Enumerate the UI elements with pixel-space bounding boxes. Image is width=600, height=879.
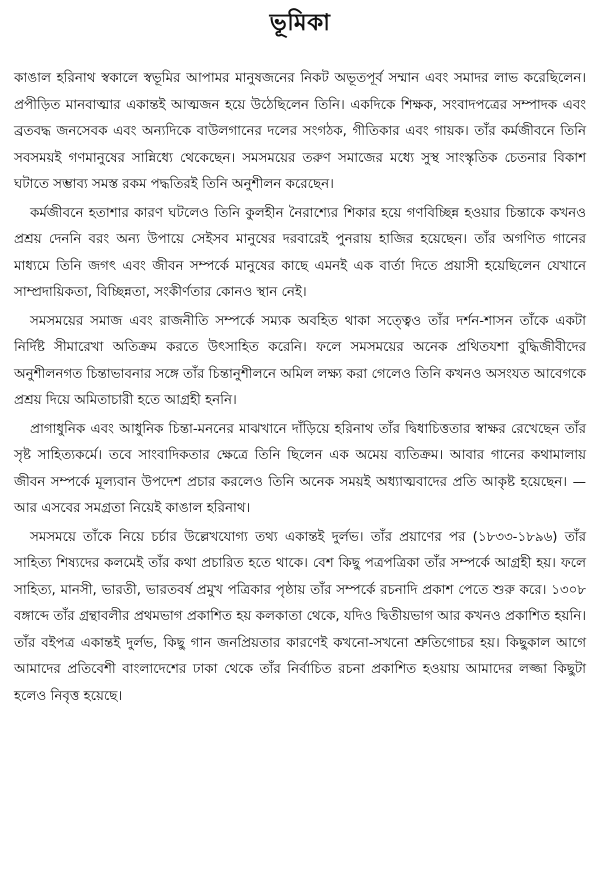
paragraph: সমসময়ের সমাজ এবং রাজনীতি সম্পর্কে সম্যক অবহিত থাকা সত্ত্বেও তাঁর দর্শন-শাসন তাঁকে একটা নির্দিষ্ট সীমারেখা অতিক্রম করতে উৎসাহিত করেনি। ফলে সমসময়ের অনেক প্রথিতযশা বুদ্ধিজীবীদের অনুশীলনগত চিন্তাভাবনার সঙ্গে তাঁর চিন্তানুশীলনে অমিল লক্ষ্য করা গেলেও তিনি কখনও অসংযত আবেগকে প্রশ্রয় দিয়ে অমিতাচারী হতে আগ্রহী হননি। — [14, 313, 586, 408]
paragraph: সমসময়ে তাঁকে নিয়ে চর্চার উল্লেখযোগ্য তথ্য একান্তই দুর্লভ। তাঁর প্রয়াণের পর (১৮৩৩-১৮৯৬) তাঁর সাহিত্য শিষ্যদের কলমেই তাঁর কথা প্রচারিত হতে থাকে। বেশ কিছু পত্রপত্রিকা তাঁর সম্পর্কে আগ্রহী হয়। ফলে সাহিত্য, মানসী, ভারতী, ভারতবর্ষ প্রমুখ পত্রিকার পৃষ্ঠায় তাঁর সম্পর্কে রচনাদি প্রকাশ পেতে শুরু করে। ১৩০৮ বঙ্গাব্দে তাঁর গ্রন্থাবলীর প্রথমভাগ প্রকাশিত হয় কলকাতা থেকে, যদিও দ্বিতীয়ভাগ আর কখনও প্রকাশিত হয়নি। তাঁর বইপত্র একান্তই দুর্লভ, কিছু গান জনপ্রিয়তার কারণেই কখনো-সখনো শ্রুতিগোচর হয়। কিছুকাল আগে আমাদের প্রতিবেশী বাংলাদেশের ঢাকা থেকে তাঁর নির্বাচিত রচনা প্রকাশিত হওয়ায় আমাদের লজ্জা কিছুটা হলেও নিবৃত্ত হয়েছে। — [14, 529, 586, 704]
paragraph: কাঙাল হরিনাথ স্বকালে স্বভূমির আপামর মানুষজনের নিকট অভূতপূর্ব সম্মান এবং সমাদর লাভ করেছিলেন। প্রপীড়িত মানবাত্মার একান্তই আত্মজন হয়ে উঠেছিলেন তিনি। একদিকে শিক্ষক, সংবাদপত্রের সম্পাদক এবং ব্রতবদ্ধ জনসেবক এবং অন্যদিকে বাউলগানের দলের সংগঠক, গীতিকার এবং গায়ক। তাঁর কর্মজীবনে তিনি সবসময়ই গণমানুষের সান্নিধ্যে থেকেছেন। সমসময়ের তরুণ সমাজের মধ্যে সুস্থ সাংস্কৃতিক চেতনার বিকাশ ঘটাতে সম্ভাব্য সমস্ত রকম পদ্ধতিরই তিনি অনুশীলন করেছেন। — [14, 71, 586, 192]
paragraph: কর্মজীবনে হতাশার কারণ ঘটলেও তিনি কুলহীন নৈরাশ্যের শিকার হয়ে গণবিচ্ছিন্ন হওয়ার চিন্তাকে কখনও প্রশ্রয় দেননি বরং অন্য উপায়ে সেইসব মানুষের দরবারেই পুনরায় হাজির হয়েছেন। তাঁর অগণিত গানের মাধ্যমে তিনি জগৎ এবং জীবন সম্পর্কে মানুষের কাছে এমনই এক বার্তা দিতে প্রয়াসী হয়েছিলেন যেখানে সাম্প্রদায়িকতা, বিচ্ছিন্নতা, সংকীর্ণতার কোনও স্থান নেই। — [14, 205, 586, 300]
page-title: ভূমিকা — [269, 10, 331, 36]
paragraph: প্রাগাধুনিক এবং আধুনিক চিন্তা-মননের মাঝখানে দাঁড়িয়ে হরিনাথ তাঁর দ্বিধাচিত্ততার স্বাক্ষর রেখেছেন তাঁর সৃষ্ট সাহিত্যকর্মে। তবে সাংবাদিকতার ক্ষেত্রে তিনি ছিলেন এক অমেয় ব্যতিক্রম। আবার গানের কথামালায় জীবন সম্পর্কে মূল্যবান উপদেশ প্রচার করলেও তিনি অনেক সময়ই অধ্যাত্মবাদের প্রতি আকৃষ্ট হয়েছেন। — আর এসবের সমগ্রতা নিয়েই কাঙাল হরিনাথ। — [14, 421, 586, 516]
